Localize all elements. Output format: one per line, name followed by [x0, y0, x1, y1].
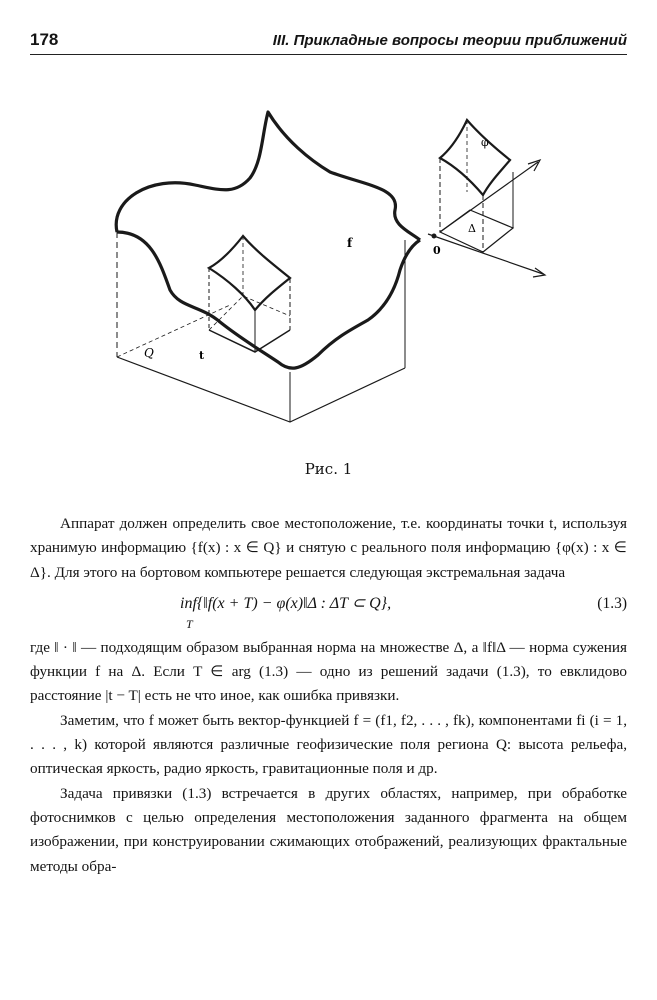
body-text — [30, 512, 627, 879]
label-phi: φ — [481, 136, 489, 149]
paragraph-4: Задача привязки (1.3) встречается в других областях, например, при обработке фотоснимков с целью определения местоположения заданного фрагмента на общем изображении, при конструировании сжимающих отображений, реализующих фрактальные методы обра- — [30, 784, 627, 875]
label-zero: 0 — [433, 244, 441, 257]
page-header — [30, 30, 627, 55]
running-title: III. Прикладные вопросы теории приближений — [272, 32, 627, 49]
label-f: f — [347, 236, 353, 250]
formula-text: inf{‖f(x + T) − φ(x)‖Δ : ΔT ⊂ Q}, — [180, 594, 392, 612]
formula-subscript: T — [186, 616, 193, 631]
label-t: t — [199, 349, 205, 362]
paragraph-3: Заметим, что f может быть вектор-функцией f = (f1, f2, . . . , fk), компонентами fi (i = 1, . . . , k) которой являются различные геофизические поля региона Q: высота рельефа, оптическая яркость, радио яркость, гравитационные поля и др. — [30, 711, 627, 778]
page-number: 178 — [30, 30, 59, 49]
surface-f — [116, 112, 420, 240]
figure-1 — [0, 100, 657, 470]
figure-caption: Рис. 1 — [304, 460, 353, 478]
inner-surface — [209, 236, 290, 310]
label-q: Q — [144, 346, 154, 360]
formula-1-3 — [30, 586, 627, 632]
paragraph-2: где ‖ · ‖ — подходящим образом выбранная норма на множестве Δ, а ‖f‖Δ — норма сужения функции f на Δ. Если T ∈ arg (1.3) — одно из решений задачи (1.3), то евклидово расстояние |t − T| есть не что иное, как ошибка привязки. — [30, 638, 627, 705]
origin-point — [432, 234, 437, 239]
phi-surface — [440, 120, 510, 195]
surface-f-front — [117, 232, 420, 368]
label-delta: Δ — [468, 222, 476, 235]
box-base — [117, 357, 405, 422]
paragraph-1: Аппарат должен определить свое местоположение, т.е. координаты точки t, используя хранимую информацию {f(x) : x ∈ Q} и снятую с реального поля информацию {φ(x) : x ∈ Δ}. Для этого на бортовом компьютере решается следующая экстремальная задача — [30, 515, 627, 581]
formula-label: (1.3) — [597, 594, 627, 612]
formula-expression — [180, 592, 392, 631]
